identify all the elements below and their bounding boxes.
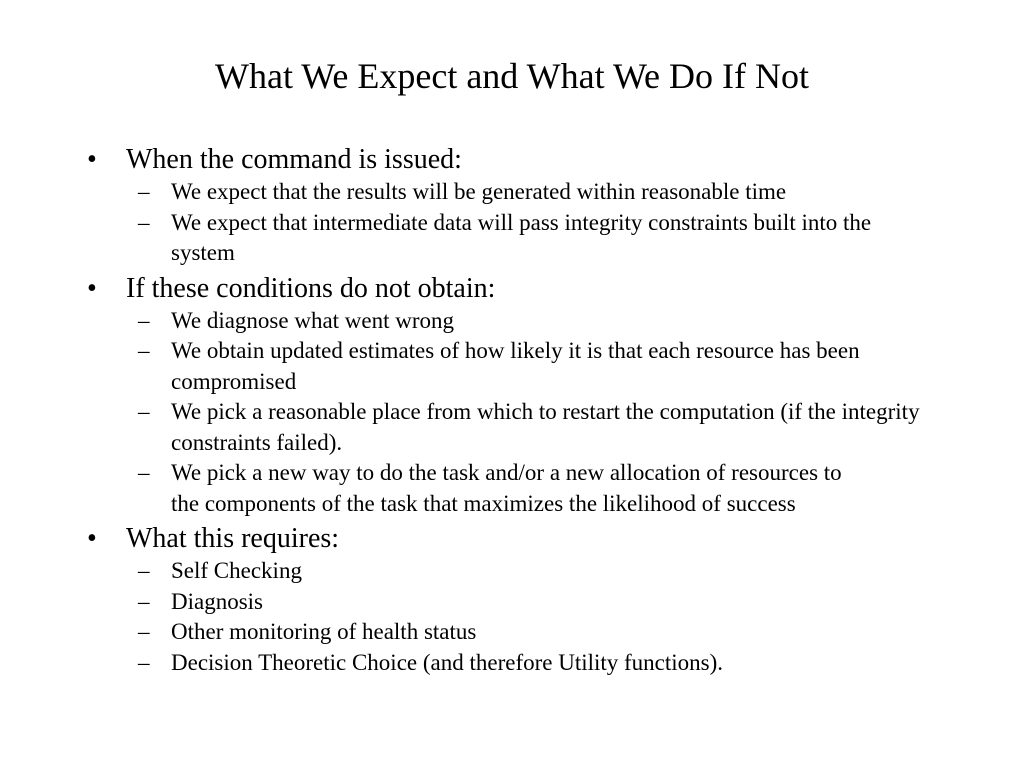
sub-marker: – [138,460,150,485]
sub-text: We pick a reasonable place from which to restart the computation (if the integrity constraints failed). [171,399,920,455]
bullet-item [0,142,1024,177]
sub-marker: – [138,179,150,204]
sub-text: Decision Theoretic Choice (and therefore Utility functions). [171,649,724,675]
sub-marker: – [138,588,150,614]
sub-marker: – [138,209,150,235]
sub-text: Other monitoring of health status [171,619,477,644]
sub-marker: – [138,399,150,424]
sub-item [0,177,1024,208]
sub-text: We pick a new way to do the task and/or a new allocation of resources to the components of the task that maximizes the likelihood of success [171,460,842,516]
bullet-item [0,521,1024,556]
sub-marker: – [138,619,150,644]
bullet-marker: • [87,523,97,554]
sub-item [0,617,1024,648]
bullet-marker: • [87,272,97,304]
bullet-group-conditions-not-obtained [0,271,1024,520]
slide-body [0,142,1024,680]
bullet-text: When the command is issued: [126,144,462,175]
sub-text: Diagnosis [171,588,263,614]
sub-marker: – [138,649,150,675]
sub-item [0,556,1024,587]
sub-marker: – [138,558,150,583]
sub-marker: – [138,307,150,333]
sub-item [0,397,1024,458]
sub-item [0,587,1024,618]
sub-text: We obtain updated estimates of how likely it is that each resource has been compromised [171,338,860,394]
sub-item [0,648,1024,679]
sub-text: We expect that intermediate data will pass integrity constraints built into the system [171,209,872,265]
slide-title: What We Expect and What We Do If Not [214,56,810,96]
sub-item [0,336,1024,397]
bullet-item [0,271,1024,306]
sub-item [0,208,1024,269]
sub-text: Self Checking [171,558,302,583]
sub-item [0,458,1024,519]
sub-marker: – [138,338,150,363]
bullet-marker: • [87,144,97,175]
bullet-text: If these conditions do not obtain: [126,272,496,304]
sub-text: We expect that the results will be generated within reasonable time [171,179,787,204]
sub-text: We diagnose what went wrong [171,307,455,333]
bullet-group-requirements [0,521,1024,678]
sub-item [0,306,1024,337]
bullet-text: What this requires: [126,523,340,554]
bullet-group-command-issued [0,142,1024,269]
